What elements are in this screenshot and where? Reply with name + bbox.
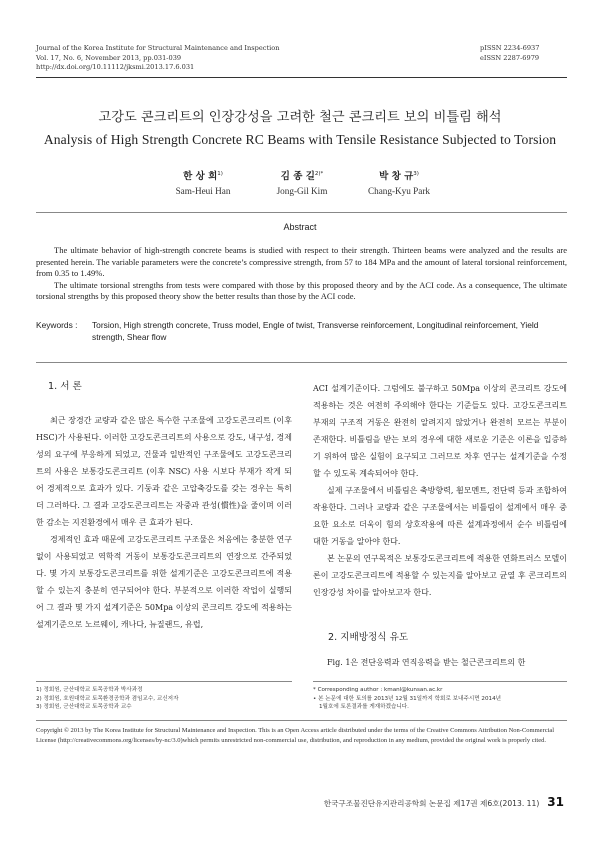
title-korean: 고강도 콘크리트의 인장강성을 고려한 철근 콘크리트 보의 비틀림 해석 [98, 110, 502, 125]
left-column [36, 412, 292, 633]
page-number: 31 [547, 795, 564, 809]
keywords-text: Torsion, High strength concrete, Truss model, Engle of twist, Transverse reinforcement, Longitudinal reinforcement, Yield strength, Shear flow [92, 320, 539, 342]
author-3-sup: 3) [413, 170, 419, 177]
footnote-3: 3) 정회원, 군산대학교 토목공학과 교수 [36, 704, 132, 711]
left-paragraph-2: 경제적인 효과 때문에 고강도콘크리트 구조물은 처음에는 충분한 연구 없이 사용되었고 역학적 거동이 보통강도콘크리트의 연장으로 간주되었다. 몇 가지 보통강도콘크리트를 위한 설계기준은 고강도콘크리트에 적용할 수 있는지 충분히 연구되어야 한다. 부분적으로 이러한 작업이 실행되어 그 결과 몇 가지 설계기준은 50Mpa 이상의 콘크리트 강도에 적용하는 설계기준으로 노르웨이, 캐나다, 뉴질랜드, 유럽, [36, 535, 292, 629]
footnote-rule-left [36, 681, 292, 682]
author-2-name-ko: 김 종 길 [280, 171, 315, 182]
right-column-bottom [313, 654, 567, 671]
eissn: eISSN 2287-6979 [480, 53, 540, 62]
author-2-name-en: Jong-Gil Kim [276, 186, 328, 196]
page-footer [324, 795, 564, 809]
discussion-note-2: 1월호에 토론결과를 게재하겠습니다. [319, 704, 409, 711]
pissn: pISSN 2234-6937 [480, 44, 540, 52]
author-3-name-ko: 박 창 규 [379, 171, 414, 182]
abstract-paragraph-1: The ultimate behavior of high-strength concrete beams is studied with respect to their strength. Thirteen beams were analyzed and the results are presented herein. The variable parameters were the concrete’s compressive strength, from 57 to 184 MPa and the amount of lateral torsional reinforcement, from 0.35 to 1.49%. [36, 245, 567, 278]
author-1-name-en: Sam-Heui Han [175, 186, 231, 196]
right-paragraph-1: ACI 설계기준이다. 그럼에도 불구하고 50Mpa 이상의 콘크리트 강도에 적용하는 것은 여전히 주의해야 한다는 기준들도 있다. 고강도콘크리트 부재의 구조적 거동은 완전히 알려지지 않았거나 완전히 모르는 부분이 존재한다. 비틀림을 받는 보의 경우에 대한 새로운 기준은 이론을 입증하기 위하여 많은 실험이 요구되고 그러므로 차후 연구는 설계기준을 수정할 수 있도록 계속되어야 한다. [313, 384, 567, 478]
footnote-rule-right [313, 681, 567, 682]
footnote-1: 1) 정회원, 군산대학교 토목공학과 박사과정 [36, 687, 143, 693]
copyright-notice: Copyright © 2013 by The Korea Institute for Structural Maintenance and Inspection. This is an Open Access article distributed under the terms of the Creative Commons Attribution Non-Commercial License (http://creativecommons.org/licenses/by-nc/3.0)which permits unrestricted non-commercial use, distribution, and reproduction in any medium, provided the original work is properly cited. [36, 727, 555, 744]
journal-volume: Vol. 17, No. 6, November 2013, pp.031-039 [36, 53, 182, 62]
author-3-name-en: Chang-Kyu Park [367, 186, 430, 196]
abstract-rule-top [36, 212, 567, 213]
issn-block [480, 44, 566, 63]
abstract-paragraph-2: The ultimate torsional strengths from tests were compared with those by this proposed theory and by the ACI code. As a consequence, The ultimate torsional strengths by this proposed theory show the better results than those by the ACI code. [36, 279, 567, 301]
doi-link[interactable]: http://dx.doi.org/10.11112/jksmi.2013.17.6.031 [36, 63, 195, 71]
section-2-title: 2. 지배방정식 유도 [328, 632, 409, 643]
right-paragraph-4: Fig. 1은 전단응력과 연직응력을 받는 철근콘크리트의 한 [327, 658, 526, 667]
section-1-title: 1. 서 론 [48, 381, 82, 392]
footnotes-right [313, 686, 567, 712]
author-3 [339, 168, 459, 196]
journal-name: Journal of the Korea Institute for Structural Maintenance and Inspection [36, 44, 280, 52]
footnotes-left [36, 686, 292, 712]
discussion-note-1: • 본 논문에 대한 토의를 2013년 12월 31일까지 학회로 보내주시면 2014년 [313, 695, 502, 702]
journal-header [36, 44, 356, 73]
header-rule [36, 77, 567, 78]
right-column-top [313, 380, 567, 601]
keywords-label: Keywords : [36, 320, 78, 330]
author-2-sup: 2)* [314, 170, 324, 177]
keywords [36, 320, 567, 343]
corresponding-author: * Corresponding author : kmanl@kunsan.ac.kr [313, 687, 443, 693]
right-paragraph-3: 본 논문의 연구목적은 보통강도콘크리트에 적용한 연화트러스 모델이론이 고강도콘크리트에 적용할 수 있는지를 알아보고 균열 후 콘크리트의 인장강성 차이를 알아보고자 한다. [313, 554, 567, 597]
right-paragraph-2: 실제 구조물에서 비틀림은 축방향력, 휨모멘트, 전단력 등과 조합하여 작용한다. 그러나 교량과 같은 구조물에서는 비틀림이 설계에서 매우 중요한 요소로 더욱이 힘의 상호작용에 따른 설계과정에서 순수 비틀림에 대한 거동을 알아야 한다. [313, 486, 567, 546]
title-english: Analysis of High Strength Concrete RC Beams with Tensile Resistance Subjected to Torsion [43, 132, 557, 147]
author-1-name-ko: 한 상 희 [183, 171, 218, 182]
footnote-2: 2) 정회원, 호원대학교 토목환경공학과 겸임교수, 교신저자 [36, 695, 179, 702]
left-paragraph-1: 최근 장경간 교량과 같은 많은 특수한 구조물에 고강도콘크리트 (이후 HSC)가 사용된다. 이러한 고강도콘크리트의 사용으로 강도, 내구성, 경제성의 요구에 부응하게 되었고, 건물과 일반적인 구조물에도 고강도콘크리트의 사용은 보통강도콘크리트 (이후 NSC) 사용 시보다 부재가 작게 되어 경제적으로 효과가 있다. 기둥과 같은 고압축강도를 갖는 경우는 특히 더 그러하다. 그 결과 고강도콘크리트는 자중과 관성(慣性)을 줄이며 이러한 감소는 지진환경에서 매우 큰 효과가 된다. [36, 416, 292, 527]
abstract-heading: Abstract [283, 222, 317, 232]
footer-journal: 한국구조물진단유지관리공학회 논문집 제17권 제6호(2013. 11) [323, 799, 540, 808]
abstract-body [36, 245, 567, 303]
abstract-rule-bottom [36, 362, 567, 363]
author-1-sup: 1) [217, 170, 223, 177]
copyright-rule [36, 720, 567, 721]
